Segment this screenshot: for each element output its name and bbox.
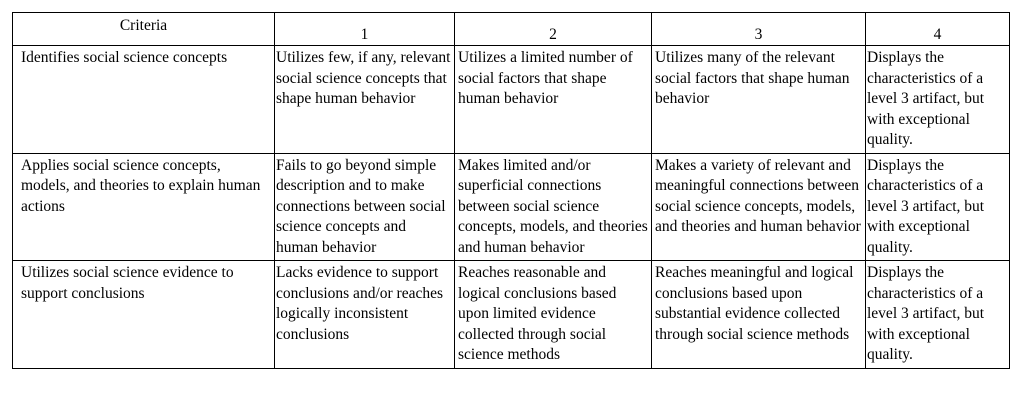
level-4-cell: Displays the characteristics of a level 3 artifact, but with exceptional quality. xyxy=(866,46,1010,154)
level-2-cell: Reaches reasonable and logical conclusions based upon limited evidence collected through social science methods xyxy=(455,261,652,369)
rubric-header xyxy=(13,13,1010,46)
rubric-container xyxy=(12,12,1010,369)
criterion-cell: Identifies social science concepts xyxy=(13,46,275,154)
table-row xyxy=(13,153,1010,261)
level-3-cell: Reaches meaningful and logical conclusions based upon substantial evidence collected through social science methods xyxy=(652,261,866,369)
criterion-cell: Utilizes social science evidence to support conclusions xyxy=(13,261,275,369)
level-2-header: 2 xyxy=(455,13,652,46)
table-row xyxy=(13,261,1010,369)
level-3-header: 3 xyxy=(652,13,866,46)
rubric-body xyxy=(13,46,1010,369)
level-4-cell: Displays the characteristics of a level 3 artifact, but with exceptional quality. xyxy=(866,261,1010,369)
level-1-cell: Utilizes few, if any, relevant social science concepts that shape human behavior xyxy=(275,46,455,154)
level-3-cell: Utilizes many of the relevant social factors that shape human behavior xyxy=(652,46,866,154)
level-1-cell: Lacks evidence to support conclusions and/or reaches logically inconsistent conclusions xyxy=(275,261,455,369)
criterion-cell: Applies social science concepts, models, and theories to explain human actions xyxy=(13,153,275,261)
table-row xyxy=(13,46,1010,154)
rubric-table xyxy=(12,12,1010,369)
level-2-cell: Utilizes a limited number of social factors that shape human behavior xyxy=(455,46,652,154)
level-1-cell: Fails to go beyond simple description and to make connections between social science concepts and human behavior xyxy=(275,153,455,261)
criteria-header: Criteria xyxy=(13,13,275,46)
level-4-header: 4 xyxy=(866,13,1010,46)
level-1-header: 1 xyxy=(275,13,455,46)
header-row xyxy=(13,13,1010,46)
level-3-cell: Makes a variety of relevant and meaningful connections between social science concepts, models, and theories and human behavior xyxy=(652,153,866,261)
level-4-cell: Displays the characteristics of a level 3 artifact, but with exceptional quality. xyxy=(866,153,1010,261)
level-2-cell: Makes limited and/or superficial connections between social science concepts, models, and theories and human behavior xyxy=(455,153,652,261)
